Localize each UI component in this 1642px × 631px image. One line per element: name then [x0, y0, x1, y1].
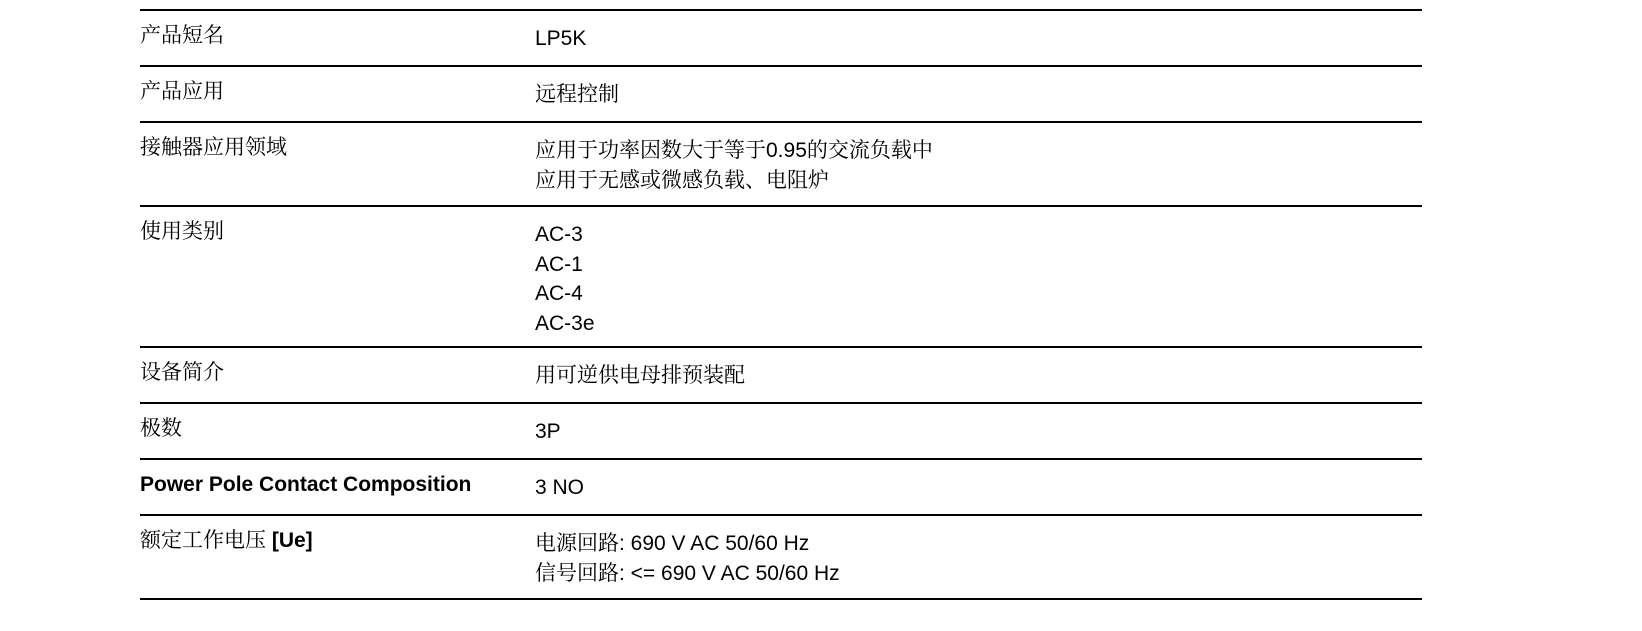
spec-row-device-description	[140, 348, 1422, 404]
spec-label: 产品应用	[140, 80, 224, 103]
spec-value-line: 应用于功率因数大于等于0.95的交流负载中	[535, 139, 933, 162]
spec-value	[535, 67, 1422, 121]
spec-value	[535, 123, 1422, 205]
spec-value-line: AC-4	[535, 282, 583, 305]
spec-row-rated-voltage	[140, 516, 1422, 600]
spec-row-power-pole-contact	[140, 460, 1422, 516]
spec-value	[535, 460, 1422, 514]
spec-value-line: 远程控制	[535, 83, 619, 106]
spec-value	[535, 404, 1422, 458]
spec-label: 额定工作电压 [Ue]	[140, 529, 313, 552]
spec-value-line: AC-3e	[535, 311, 595, 335]
spec-value-line: 3P	[535, 420, 561, 443]
spec-row-short-name	[140, 11, 1422, 67]
spec-label: 极数	[140, 417, 182, 440]
spec-row-application	[140, 67, 1422, 123]
spec-table	[140, 9, 1422, 600]
spec-value	[535, 207, 1422, 346]
spec-value	[535, 516, 1422, 598]
spec-label: 使用类别	[140, 220, 224, 243]
spec-row-utilization-category	[140, 207, 1422, 348]
spec-value-line: AC-3	[535, 223, 583, 246]
spec-row-contactor-field	[140, 123, 1422, 207]
spec-value	[535, 11, 1422, 65]
spec-value-line: 3 NO	[535, 476, 585, 499]
spec-value-line: 用可逆供电母排预装配	[535, 364, 745, 387]
spec-value-line: LP5K	[535, 27, 587, 50]
spec-value-line: 应用于无感或微感负载、电阻炉	[535, 168, 829, 192]
spec-label: 产品短名	[140, 24, 224, 47]
spec-value-line: 电源回路: 690 V AC 50/60 Hz	[535, 532, 810, 555]
spec-row-poles	[140, 404, 1422, 460]
spec-value-line: 信号回路: <= 690 V AC 50/60 Hz	[535, 561, 840, 585]
spec-label: Power Pole Contact Composition	[140, 473, 472, 496]
spec-label: 接触器应用领域	[140, 136, 287, 159]
spec-value	[535, 348, 1422, 402]
spec-label: 设备简介	[140, 361, 224, 384]
spec-value-line: AC-1	[535, 252, 583, 276]
